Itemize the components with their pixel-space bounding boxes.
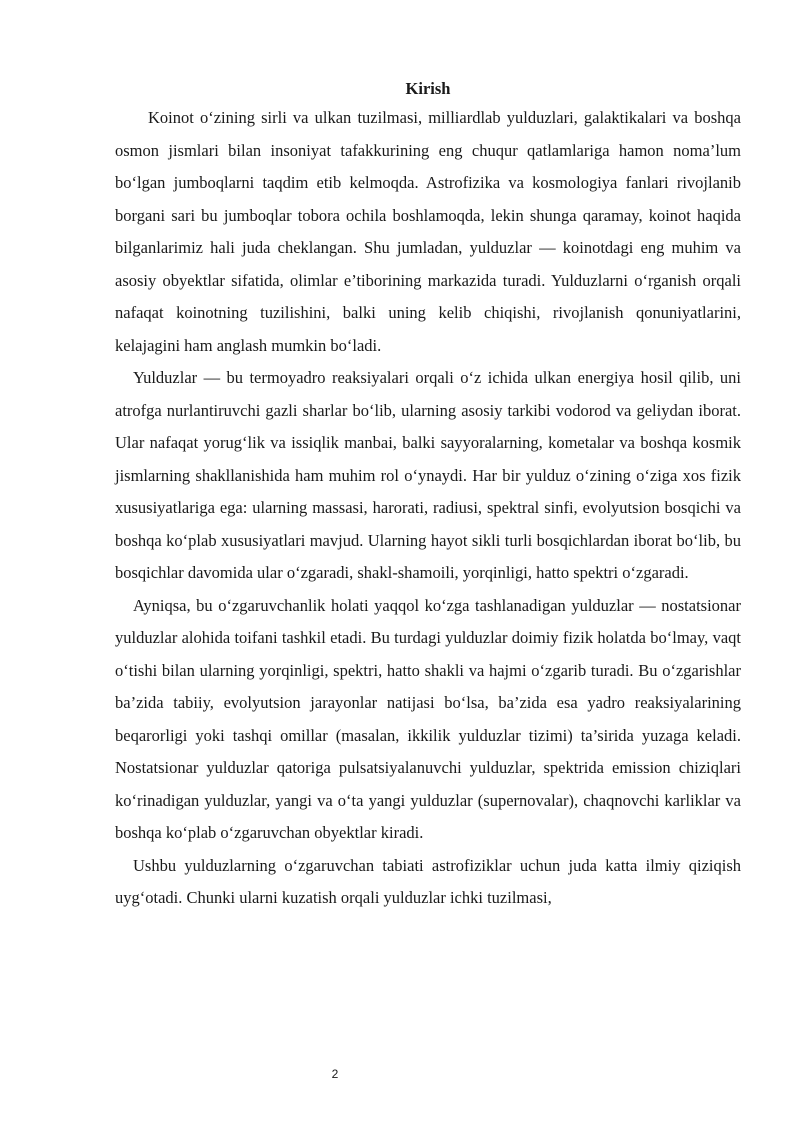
document-body — [115, 76, 741, 915]
page-number: 2 — [331, 1067, 339, 1081]
paragraph-2: Yulduzlar — bu termoyadro reaksiyalari orqali o‘z ichida ulkan energiya hosil qilib, uni atrofga nurlantiruvchi gazli sharlar bo‘lib, ularning asosiy tarkibi vodorod va geliydan iborat. Ular nafaqat yorug‘lik va issiqlik manbai, balki sayyoralarning, kometalar va boshqa kosmik jismlarning shakllanishida ham muhim rol o‘ynaydi. Har bir yulduz o‘zining o‘ziga xos fizik xususiyatlariga ega: ularning massasi, harorati, radiusi, spektral sinfi, evolyutsion bosqichi va boshqa ko‘plab xususiyatlari mavjud. Ularning hayot sikli turli bosqichlardan iborat bo‘lib, bu bosqichlar davomida ular o‘zgaradi, shakl-shamoili, yorqinligi, hatto spektri o‘zgaradi. — [115, 368, 741, 582]
paragraph-1: Koinot o‘zining sirli va ulkan tuzilmasi, milliardlab yulduzlari, galaktikalari va boshqa osmon jismlari bilan insoniyat tafakkurining eng chuqur qatlamlariga hamon noma’lum bo‘lgan jumboqlarni taqdim etib kelmoqda. Astrofizika va kosmologiya fanlari rivojlanib borgani sari bu jumboqlar tobora ochila boshlamoqda, lekin shunga qaramay, koinot haqida bilganlarimiz hali juda cheklangan. Shu jumladan, yulduzlar — koinotdagi eng muhim va asosiy obyektlar sifatida, olimlar e’tiborining markazida turadi. Yulduzlarni o‘rganish orqali nafaqat koinotning tuzilishini, balki uning kelib chiqishi, rivojlanish qonuniyatlarini, kelajagini ham anglash mumkin bo‘ladi. — [115, 108, 741, 355]
paragraph-3: Ayniqsa, bu o‘zgaruvchanlik holati yaqqol ko‘zga tashlanadigan yulduzlar — nostatsionar yulduzlar alohida toifani tashkil etadi. Bu turdagi yulduzlar doimiy fizik holatda bo‘lmay, vaqt o‘tishi bilan ularning yorqinligi, spektri, hatto shakli va hajmi o‘zgarib turadi. Bu o‘zgarishlar ba’zida tabiiy, evolyutsion jarayonlar natijasi bo‘lsa, ba’zida esa yadro reaksiyalarining beqarorligi yoki tashqi omillar (masalan, ikkilik yulduzlar tizimi) ta’sirida yuzaga keladi. Nostatsionar yulduzlar qatoriga pulsatsiyalanuvchi yulduzlar, spektrida emission chiziqlari ko‘rinadigan yulduzlar, yangi va o‘ta yangi yulduzlar (supernovalar), chaqnovchi karliklar va boshqa ko‘plab o‘zgaruvchan obyektlar kiradi. — [115, 595, 741, 842]
section-heading: Kirish — [405, 79, 451, 98]
paragraph-4: Ushbu yulduzlarning o‘zgaruvchan tabiati astrofiziklar uchun juda katta ilmiy qiziqish uyg‘otadi. Chunki ularni kuzatish orqali yulduzlar ichki tuzilmasi, — [115, 855, 741, 907]
